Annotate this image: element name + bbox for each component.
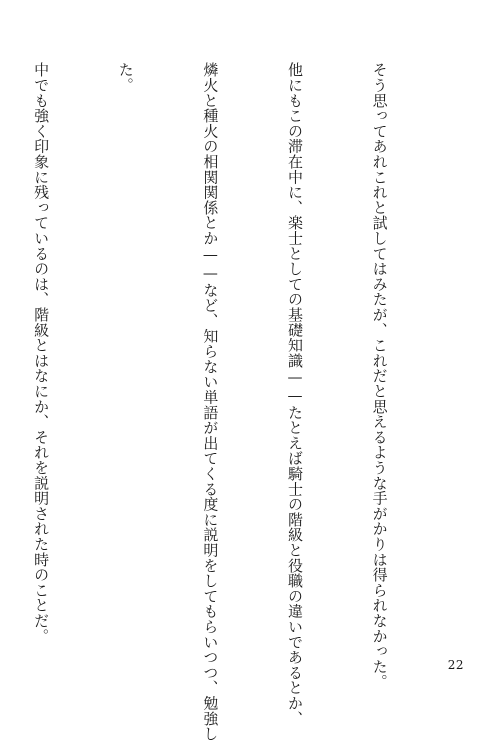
- text-line: 燐火と種火の相関関係とか——など、知らない単語が出てくる度に説明をしてもらいつつ、勉強し: [201, 62, 220, 741]
- text-line: 他にもこの滞在中に、楽士としての基礎知識——たとえば騎士の階級と役職の違いであるとか、: [285, 62, 304, 726]
- text-line: た。: [116, 62, 135, 93]
- page-number: 22: [447, 658, 464, 672]
- text-line: そう思ってあれこれと試してはみたが、これだと思えるような手がかりは得られなかった。: [370, 62, 389, 690]
- text-line: 中でも強く印象に残っているのは、階級とはなにか、それを説明された時のことだ。: [32, 62, 51, 644]
- body-text: [0, 62, 450, 741]
